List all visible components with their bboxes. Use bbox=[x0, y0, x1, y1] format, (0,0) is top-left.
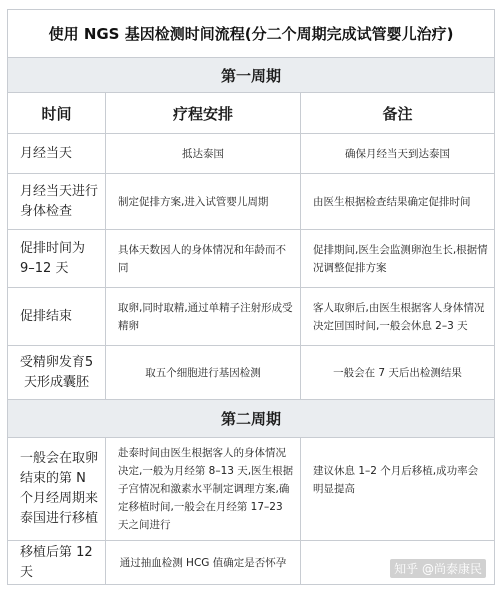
row-notes: 促排期间,医生会监测卵泡生长,根据情况调整促排方案 bbox=[301, 230, 495, 288]
table-row bbox=[8, 134, 495, 174]
header-notes: 备注 bbox=[301, 93, 495, 134]
table-row bbox=[8, 174, 495, 230]
header-row bbox=[8, 93, 495, 134]
row-schedule: 制定促排方案,进入试管婴儿周期 bbox=[106, 174, 301, 230]
row-notes: 由医生根据检查结果确定促排时间 bbox=[301, 174, 495, 230]
row-schedule: 取五个细胞进行基因检测 bbox=[106, 346, 301, 400]
row-notes: 确保月经当天到达泰国 bbox=[301, 134, 495, 174]
row-notes: 一般会在 7 天后出检测结果 bbox=[301, 346, 495, 400]
table-row bbox=[8, 438, 495, 541]
row-time: 促排结束 bbox=[8, 288, 106, 346]
row-time: 受精卵发育5 天形成囊胚 bbox=[8, 346, 106, 400]
row-notes: 建议休息 1–2 个月后移植,成功率会明显提高 bbox=[301, 438, 495, 541]
cycle2-label: 第二周期 bbox=[8, 400, 495, 438]
watermark: 知乎 @尚泰康民 bbox=[390, 559, 486, 578]
table-row bbox=[8, 230, 495, 288]
table-row bbox=[8, 288, 495, 346]
row-time: 月经当天 bbox=[8, 134, 106, 174]
cycle1-label: 第一周期 bbox=[8, 58, 495, 93]
row-schedule: 通过抽血检测 HCG 值确定是否怀孕 bbox=[106, 541, 301, 585]
row-schedule: 赴泰时间由医生根据客人的身体情况决定,一般为月经第 8–13 天,医生根据子宫情况和激素水平制定调理方案,确定移植时间,一般会在月经第 17–23 天之间进行 bbox=[106, 438, 301, 541]
cycle1-row bbox=[8, 58, 495, 93]
ngs-timeline-table bbox=[7, 9, 495, 585]
row-notes: 客人取卵后,由医生根据客人身体情况决定回国时间,一般会休息 2–3 天 bbox=[301, 288, 495, 346]
row-time: 促排时间为 9–12 天 bbox=[8, 230, 106, 288]
table-title: 使用 NGS 基因检测时间流程(分二个周期完成试管婴儿治疗) bbox=[8, 10, 495, 58]
cycle2-row bbox=[8, 400, 495, 438]
row-time: 月经当天进行身体检查 bbox=[8, 174, 106, 230]
row-schedule: 取卵,同时取精,通过单精子注射形成受精卵 bbox=[106, 288, 301, 346]
row-time: 移植后第 12 天 bbox=[8, 541, 106, 585]
row-schedule: 抵达泰国 bbox=[106, 134, 301, 174]
header-schedule: 疗程安排 bbox=[106, 93, 301, 134]
table-row bbox=[8, 346, 495, 400]
header-time: 时间 bbox=[8, 93, 106, 134]
row-schedule: 具体天数因人的身体情况和年龄而不同 bbox=[106, 230, 301, 288]
title-row bbox=[8, 10, 495, 58]
row-time: 一般会在取卵结束的第 N 个月经周期来泰国进行移植 bbox=[8, 438, 106, 541]
